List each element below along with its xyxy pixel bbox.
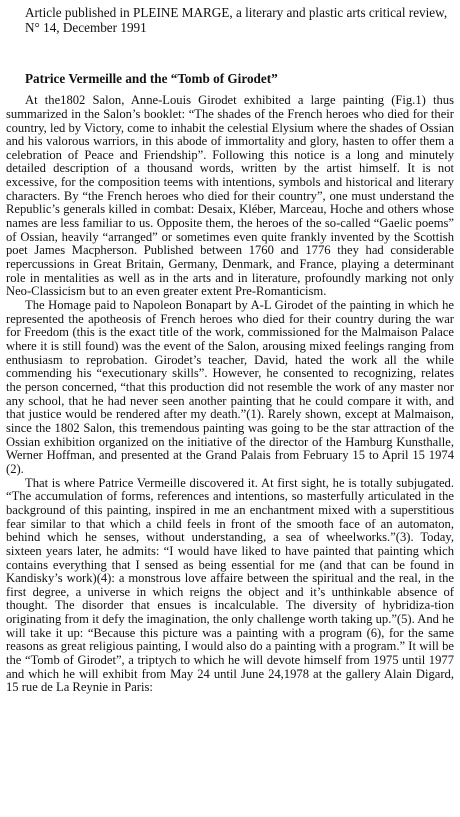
- publication-line: Article published in PLEINE MARGE, a literary and plastic arts critical review,: [25, 5, 448, 20]
- body-paragraph: The Homage paid to Napoleon Bonapart by A-L Girodet of the painting in which he represented the apotheosis of French heroes who died for their country during the war for Freedom (this is the exact title of the work, commissioned for the Malmaison Palace where it is still found) was the event of the Salon, arousing mixed feelings ranging from enthusiasm to reprobation. Girodet’s teacher, David, hated the work all the while commending his “executionary skills”. However, he consented to recognizing, relates the person concerned, “that this production did not resemble the work of any master nor any school, that he had never seen another painting that he could compare it with, and that justice would be rendered after my death.”(1). Rarely shown, except at Malmaison, since the 1802 Salon, this tremendous painting was going to be the star attraction of the Ossian exhibition organized on the initiative of the director of the Hamburg Kunsthalle, Werner Hoffman, and presented at the Grand Palais from February 15 to April 15 1974 (2).: [6, 298, 454, 476]
- issue-line: N° 14, December 1991: [25, 19, 147, 35]
- article-title: Patrice Vermeille and the “Tomb of Girodet”: [25, 71, 278, 87]
- body-paragraph: That is where Patrice Vermeille discovered it. At first sight, he is totally subjugated. “The accumulation of forms, references and intentions, so masterfully articulated in the background of this painting, inspired in me an enchantment mixed with a superstitious fear similar to that which a child feels in front of the smooth face of an automaton, behind which he senses, without understanding, a sea of wheelworks.”(3). Today, sixteen years later, he admits: “I would have liked to have painted that painting which contains everything that I sensed as being essential for me (and that can be found in Kandisky’s work)(4): a monstrous love affaire between the spiritual and the real, in the first degree, a universe in which reigns the object and it’s unthinkable absence of thought. The disorder that ensues is incalculable. The diversity of hybridiza-tion originating from it defy the imagination, the only challenge worth taking up.”(5). And he will take it up: “Because this picture was a painting with a program (6), for the same reasons as great religious painting, I would also do a painting with a program.” It will be the “Tomb of Girodet”, a triptych to which he will devote himself from 1975 until 1977 and which he will exhibit from May 24 until June 24,1978 at the gallery Alain Digard, 15 rue de La Reynie in Paris:: [6, 475, 454, 695]
- publication-header: [6, 6, 454, 35]
- article-body: [6, 94, 454, 695]
- body-paragraph: At the1802 Salon, Anne-Louis Girodet exhibited a large painting (Fig.1) thus summarized in the Salon’s booklet: “The shades of the French heroes who died for their country, led by Victory, come to inhabit the celestial Elysium where the shades of Ossian and his valorous warriors, in this abode of immortality and glory, hasten to offer them a celebration of Peace and Friendship”. Following this notice is a long and minutely detailed description of a thousand words, written by the artist himself. It is not excessive, for the composition teems with intentions, symbols and historical and literary characters. By “the French heroes who died for their country”, one must understand the Republic’s generals killed in combat: Desaix, Kléber, Marceau, Hoche and others whose names are less familiar to us. Opposite them, the heroes of the so-called “Gaelic poems” of Ossian, heavily “arranged” or sometimes even quite frankly invented by the Scottish poet James Macpherson. Published between 1760 and 1776 they had considerable repercussions in Great Britain, Germany, Denmark, and France, playing a determinant role in mentalities as well as in the arts and in literature, profoundly marking not only Neo-Classicism but to an even greater extent Pre-Romanticism.: [6, 93, 454, 299]
